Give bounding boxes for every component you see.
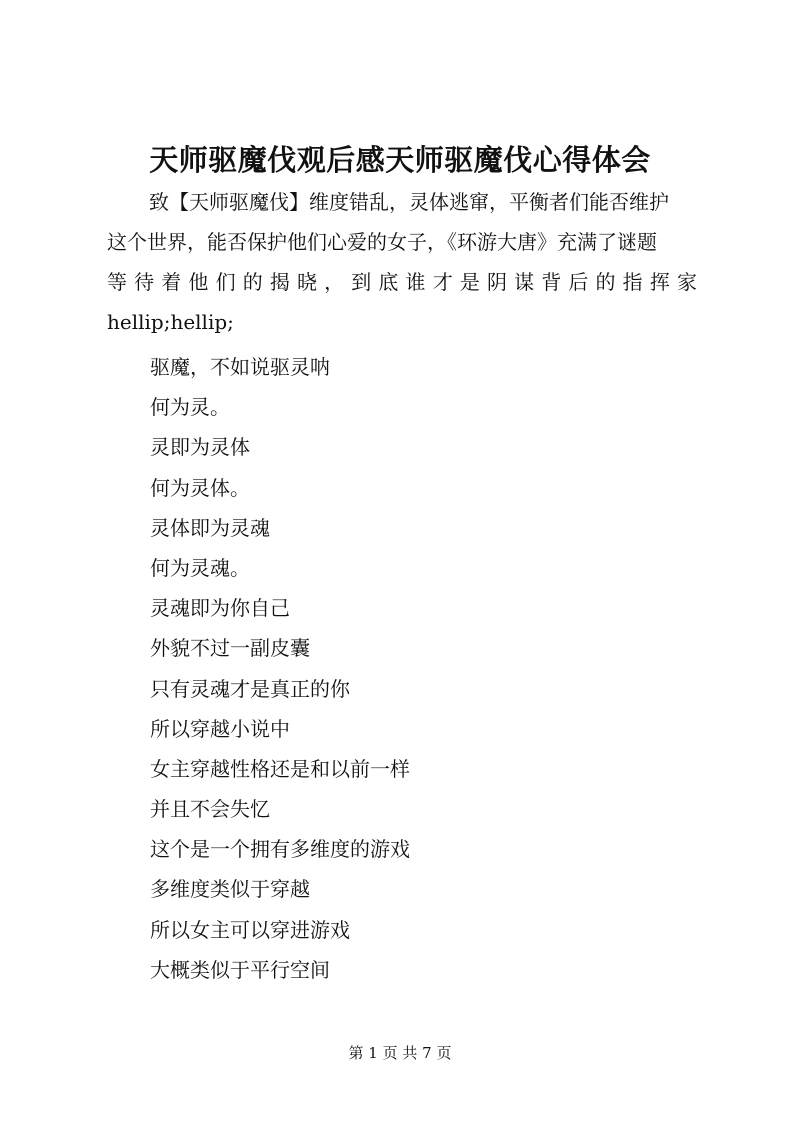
intro-char: 家 <box>676 270 697 294</box>
body-line: 大概类似于平行空间 <box>150 957 330 982</box>
intro-line: hellip;hellip; <box>107 310 234 334</box>
intro-char: 是 <box>459 270 480 294</box>
body-line: 灵魂即为你自己 <box>150 596 290 621</box>
intro-char: ， <box>324 270 345 294</box>
intro-char: 阴 <box>486 270 507 294</box>
intro-char: 后 <box>568 270 589 294</box>
body-line: 灵体即为灵魂 <box>150 515 270 540</box>
intro-char: 着 <box>161 270 182 294</box>
document-title: 天师驱魔伐观后感天师驱魔伐心得体会 <box>149 143 651 177</box>
page-footer: 第 1 页 共 7 页 <box>348 1044 452 1062</box>
intro-char: 的 <box>242 270 263 294</box>
body-line: 灵即为灵体 <box>150 435 250 460</box>
intro-char: 挥 <box>649 270 670 294</box>
intro-char: 底 <box>378 270 399 294</box>
intro-char: 待 <box>134 270 155 294</box>
intro-char: 指 <box>622 270 643 294</box>
intro-char: 背 <box>541 270 562 294</box>
body-line: 只有灵魂才是真正的你 <box>150 676 350 701</box>
body-lines <box>150 347 710 990</box>
body-line: 何为灵。 <box>150 395 230 420</box>
intro-line: 这个世界，能否保护他们心爱的女子，《环游大唐》充满了谜题 <box>107 230 657 254</box>
intro-char: 揭 <box>269 270 290 294</box>
intro-char: 们 <box>215 270 236 294</box>
body-line: 外貌不过一副皮囊 <box>150 636 310 661</box>
body-line: 何为灵体。 <box>150 475 250 500</box>
intro-line <box>107 262 697 302</box>
intro-paragraph <box>107 182 697 342</box>
body-line: 驱魔，不如说驱灵呐 <box>150 355 330 379</box>
intro-line: 致【天师驱魔伐】维度错乱，灵体逃窜，平衡者们能否维护 <box>149 190 669 214</box>
body-line: 所以女主可以穿进游戏 <box>150 917 350 942</box>
intro-char: 才 <box>432 270 453 294</box>
body-line: 并且不会失忆 <box>150 797 270 822</box>
intro-char: 等 <box>107 270 127 294</box>
body-line: 这个是一个拥有多维度的游戏 <box>150 837 410 862</box>
intro-char: 谁 <box>405 270 426 294</box>
intro-char: 谋 <box>514 270 535 294</box>
body-line: 女主穿越性格还是和以前一样 <box>150 756 410 781</box>
body-line: 所以穿越小说中 <box>150 716 290 741</box>
body-line: 多维度类似于穿越 <box>150 877 310 902</box>
intro-char: 到 <box>351 270 372 294</box>
body-line: 何为灵魂。 <box>150 555 250 580</box>
intro-char: 他 <box>188 270 209 294</box>
intro-char: 的 <box>595 270 616 294</box>
intro-char: 晓 <box>296 270 317 294</box>
